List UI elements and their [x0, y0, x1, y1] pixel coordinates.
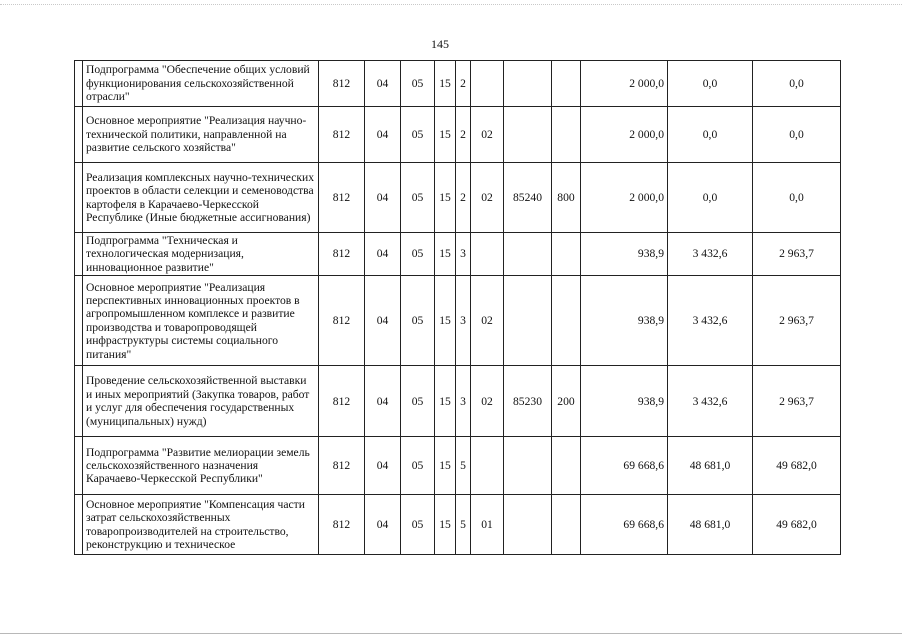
row-name: Основное мероприятие "Реализация перспективных инновационных проектов в агропромышленном комплексе и развитие производства и товаропроводящей инфраструктуры системы социального питания" — [83, 276, 319, 366]
ministry-code: 812 — [319, 437, 365, 495]
row-marker-cell — [75, 163, 83, 233]
ministry-code: 812 — [319, 366, 365, 437]
table-row — [75, 437, 841, 495]
program-code: 15 — [435, 163, 456, 233]
table-row — [75, 61, 841, 107]
event-code: 02 — [471, 163, 504, 233]
subsection-code: 05 — [401, 276, 435, 366]
amount-1: 69 668,6 — [581, 437, 668, 495]
subprogram-code: 3 — [456, 366, 471, 437]
ministry-code: 812 — [319, 107, 365, 163]
subsection-code: 05 — [401, 233, 435, 276]
amount-1: 938,9 — [581, 233, 668, 276]
section-code: 04 — [365, 276, 401, 366]
subprogram-code: 2 — [456, 61, 471, 107]
row-name: Основное мероприятие "Компенсация части затрат сельскохозяйственных товаропроизводителей на строительство, реконструкцию и техническое — [83, 495, 319, 555]
amount-1: 69 668,6 — [581, 495, 668, 555]
section-code: 04 — [365, 163, 401, 233]
ministry-code: 812 — [319, 495, 365, 555]
expense-type-code — [552, 233, 581, 276]
expense-type-code — [552, 437, 581, 495]
row-name: Проведение сельскохозяйственной выставки и иных мероприятий (Закупка товаров, работ и услуг для обеспечения государственных (муниципальных) нужд) — [83, 366, 319, 437]
top-scan-border — [0, 4, 902, 5]
subprogram-code: 2 — [456, 163, 471, 233]
row-name: Основное мероприятие "Реализация научно-технической политики, направленной на развитие сельского хозяйства" — [83, 107, 319, 163]
table-row — [75, 107, 841, 163]
subprogram-code: 3 — [456, 276, 471, 366]
table-row — [75, 366, 841, 437]
page-number: 145 — [431, 37, 449, 51]
amount-2: 3 432,6 — [668, 233, 753, 276]
subsection-code: 05 — [401, 107, 435, 163]
program-code: 15 — [435, 107, 456, 163]
expense-type-code: 200 — [552, 366, 581, 437]
event-code: 02 — [471, 107, 504, 163]
amount-3: 49 682,0 — [753, 437, 841, 495]
subsection-code: 05 — [401, 437, 435, 495]
event-code: 01 — [471, 495, 504, 555]
program-code: 15 — [435, 276, 456, 366]
target-code — [504, 233, 552, 276]
row-marker-cell — [75, 495, 83, 555]
table-row — [75, 233, 841, 276]
amount-2: 48 681,0 — [668, 495, 753, 555]
subsection-code: 05 — [401, 61, 435, 107]
subprogram-code: 3 — [456, 233, 471, 276]
subprogram-code: 5 — [456, 437, 471, 495]
section-code: 04 — [365, 107, 401, 163]
amount-2: 3 432,6 — [668, 276, 753, 366]
subsection-code: 05 — [401, 495, 435, 555]
section-code: 04 — [365, 437, 401, 495]
program-code: 15 — [435, 495, 456, 555]
amount-3: 49 682,0 — [753, 495, 841, 555]
row-marker-cell — [75, 437, 83, 495]
section-code: 04 — [365, 233, 401, 276]
amount-1: 2 000,0 — [581, 61, 668, 107]
amount-3: 2 963,7 — [753, 276, 841, 366]
expense-type-code: 800 — [552, 163, 581, 233]
event-code: 02 — [471, 366, 504, 437]
program-code: 15 — [435, 61, 456, 107]
amount-2: 0,0 — [668, 61, 753, 107]
amount-1: 938,9 — [581, 366, 668, 437]
budget-table — [74, 60, 841, 555]
amount-1: 2 000,0 — [581, 107, 668, 163]
target-code: 85240 — [504, 163, 552, 233]
event-code: 02 — [471, 276, 504, 366]
target-code — [504, 61, 552, 107]
table-row — [75, 276, 841, 366]
amount-3: 0,0 — [753, 163, 841, 233]
target-code — [504, 276, 552, 366]
row-name: Подпрограмма "Техническая и технологическая модернизация, инновационное развитие" — [83, 233, 319, 276]
amount-2: 48 681,0 — [668, 437, 753, 495]
subprogram-code: 2 — [456, 107, 471, 163]
amount-3: 2 963,7 — [753, 366, 841, 437]
amount-2: 0,0 — [668, 163, 753, 233]
event-code — [471, 437, 504, 495]
subprogram-code: 5 — [456, 495, 471, 555]
ministry-code: 812 — [319, 276, 365, 366]
event-code — [471, 233, 504, 276]
target-code — [504, 437, 552, 495]
ministry-code: 812 — [319, 61, 365, 107]
row-name: Подпрограмма "Обеспечение общих условий функционирования сельскохозяйственной отрасли" — [83, 61, 319, 107]
row-marker-cell — [75, 233, 83, 276]
ministry-code: 812 — [319, 163, 365, 233]
expense-type-code — [552, 495, 581, 555]
target-code — [504, 495, 552, 555]
subsection-code: 05 — [401, 163, 435, 233]
amount-1: 2 000,0 — [581, 163, 668, 233]
expense-type-code — [552, 107, 581, 163]
expense-type-code — [552, 276, 581, 366]
amount-1: 938,9 — [581, 276, 668, 366]
table-row — [75, 495, 841, 555]
table-row — [75, 163, 841, 233]
subsection-code: 05 — [401, 366, 435, 437]
bottom-scan-border — [0, 633, 902, 634]
amount-2: 0,0 — [668, 107, 753, 163]
ministry-code: 812 — [319, 233, 365, 276]
section-code: 04 — [365, 495, 401, 555]
row-marker-cell — [75, 366, 83, 437]
amount-3: 0,0 — [753, 61, 841, 107]
amount-3: 2 963,7 — [753, 233, 841, 276]
amount-2: 3 432,6 — [668, 366, 753, 437]
event-code — [471, 61, 504, 107]
row-marker-cell — [75, 276, 83, 366]
row-marker-cell — [75, 61, 83, 107]
expense-type-code — [552, 61, 581, 107]
program-code: 15 — [435, 233, 456, 276]
row-name: Подпрограмма "Развитие мелиорации земель сельскохозяйственного назначения Карачаево-Черкесской Республики" — [83, 437, 319, 495]
target-code: 85230 — [504, 366, 552, 437]
section-code: 04 — [365, 61, 401, 107]
amount-3: 0,0 — [753, 107, 841, 163]
program-code: 15 — [435, 366, 456, 437]
section-code: 04 — [365, 366, 401, 437]
row-marker-cell — [75, 107, 83, 163]
program-code: 15 — [435, 437, 456, 495]
row-name: Реализация комплексных научно-технических проектов в области селекции и семеноводства картофеля в Карачаево-Черкесской Республике (Иные бюджетные ассигнования) — [83, 163, 319, 233]
target-code — [504, 107, 552, 163]
